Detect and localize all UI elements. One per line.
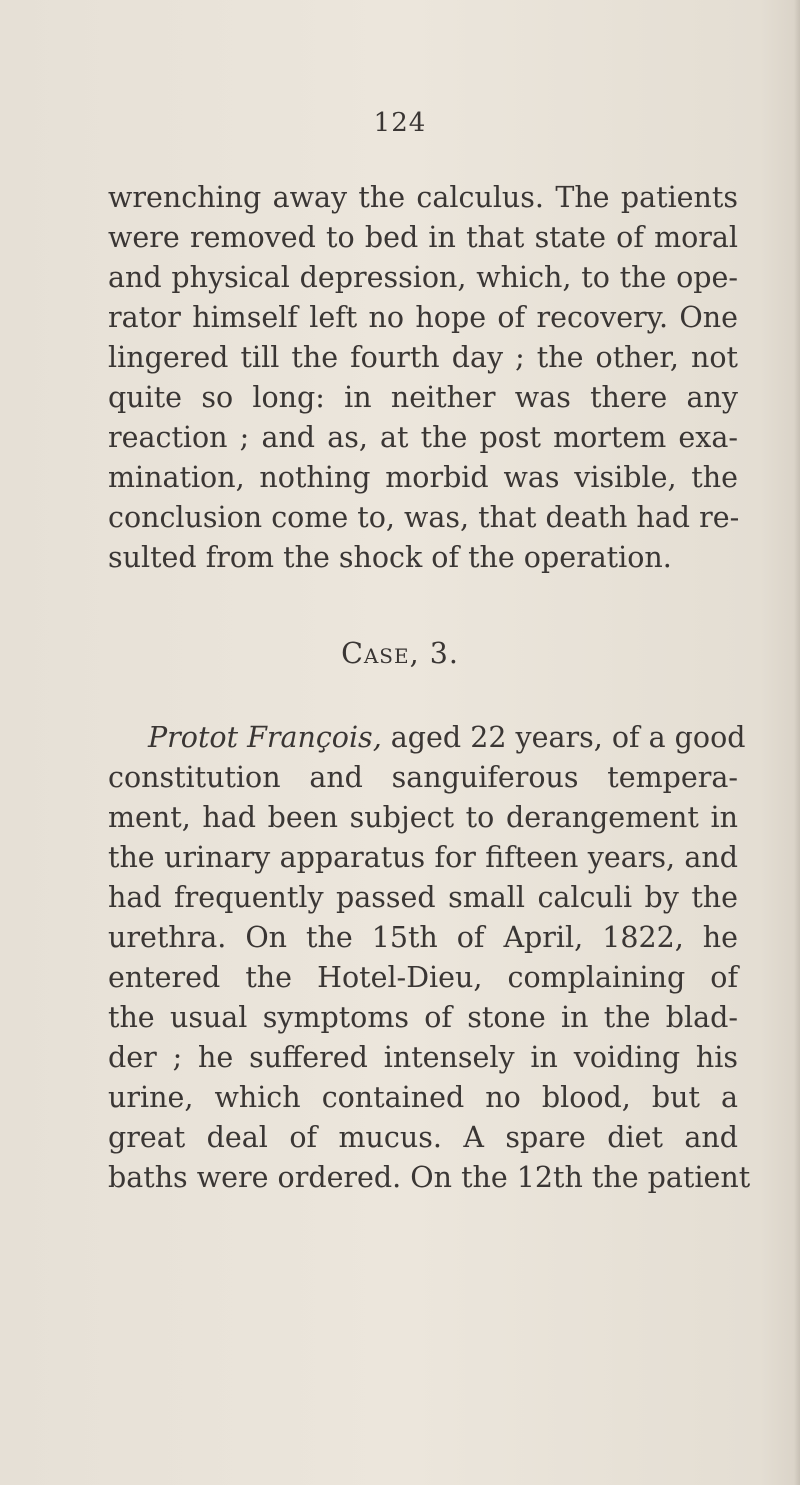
paragraph-1-line: quite so long: in neither was there any [108, 381, 738, 414]
paragraph-2-first-line [148, 718, 746, 758]
paragraph-1-line: lingered till the fourth day ; the other, not [108, 341, 738, 374]
patient-name: Protot François, [148, 721, 382, 754]
first-line-rest: aged 22 years, of a good [381, 721, 746, 754]
paragraph-1-line: mination, nothing morbid was visible, the [108, 461, 738, 494]
paragraph-2-line: ment, had been subject to derangement in [108, 801, 738, 834]
paragraph-2-line: had frequently passed small calculi by the [108, 881, 738, 914]
paragraph-1-line: and physical depression, which, to the ope- [108, 261, 738, 294]
paragraph-2-line: the urinary apparatus for fifteen years, and [108, 841, 738, 874]
paragraph-1-line: rator himself left no hope of recovery. One [108, 301, 738, 334]
paragraph-2-line: der ; he suffered intensely in voiding his [108, 1041, 738, 1074]
case-heading: Case, 3. [341, 637, 459, 670]
page-number: 124 [373, 108, 427, 138]
paragraph-1-line: sulted from the shock of the operation. [108, 541, 672, 574]
paragraph-2-line: baths were ordered. On the 12th the patient [108, 1161, 751, 1194]
paragraph-2-line: urethra. On the 15th of April, 1822, he [108, 921, 738, 954]
paragraph-1-line: reaction ; and as, at the post mortem exa- [108, 421, 738, 454]
paragraph-1-line: wrenching away the calculus. The patients [108, 181, 738, 214]
paragraph-2-line: the usual symptoms of stone in the blad- [108, 1001, 738, 1034]
paragraph-2-line: entered the Hotel-Dieu, complaining of [108, 961, 738, 994]
paragraph-1-line: were removed to bed in that state of moral [108, 221, 738, 254]
paragraph-1-line: conclusion come to, was, that death had re- [108, 501, 740, 534]
paragraph-2-line: great deal of mucus. A spare diet and [108, 1121, 738, 1154]
paragraph-2-line: constitution and sanguiferous tempera- [108, 761, 738, 794]
page-edge-shadow [794, 0, 800, 1485]
paragraph-2-line: urine, which contained no blood, but a [108, 1081, 738, 1114]
